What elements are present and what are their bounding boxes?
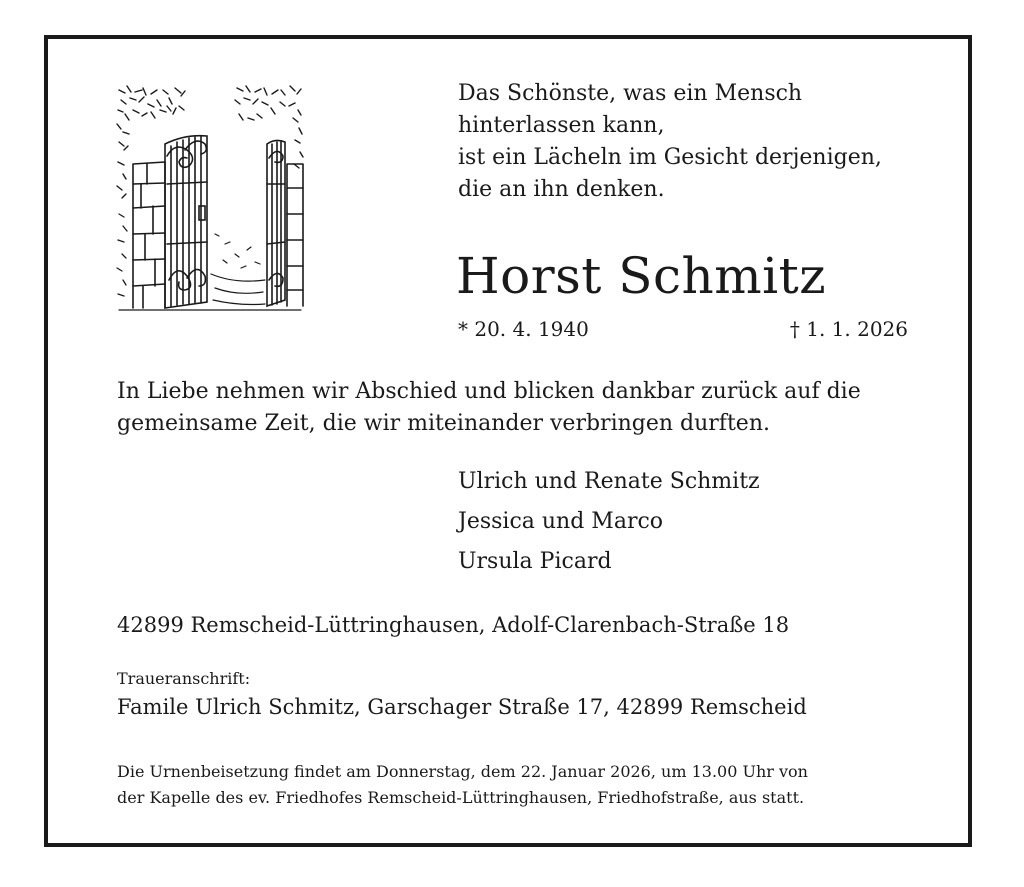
quote-line: Das Schönste, was ein Mensch [458,81,803,106]
deceased-name: Horst Schmitz [456,247,827,305]
funeral-line: Die Urnenbeisetzung findet am Donnerstag, dem 22. Januar 2026, um 13.00 Uhr von [117,762,808,781]
open-gate-illustration [115,84,305,318]
mourners-list [458,462,760,582]
farewell-line: gemeinsame Zeit, die wir miteinander verbringen durften. [117,411,770,436]
quote-line: hinterlassen kann, [458,113,665,138]
quote-line: die an ihn denken. [458,177,665,202]
mourner-name: Ursula Picard [458,549,612,574]
birth-date: * 20. 4. 1940 [458,317,589,341]
funeral-line: der Kapelle des ev. Friedhofes Remscheid-Lüttringhausen, Friedhofstraße, aus statt. [117,788,805,807]
death-date: † 1. 1. 2026 [789,317,908,341]
farewell-line: In Liebe nehmen wir Abschied und blicken dankbar zurück auf die [117,379,861,404]
mourner-name: Jessica und Marco [458,509,664,534]
mourning-address-label: Traueranschrift: [117,669,251,688]
farewell-text [117,376,861,440]
memorial-quote [458,78,882,206]
quote-line: ist ein Lächeln im Gesicht derjenigen, [458,145,882,170]
family-address: 42899 Remscheid-Lüttringhausen, Adolf-Clarenbach-Straße 18 [117,613,790,637]
mourning-address: Famile Ulrich Schmitz, Garschager Straße 17, 42899 Remscheid [117,695,807,719]
mourner-name: Ulrich und Renate Schmitz [458,469,760,494]
funeral-notice [117,759,808,811]
